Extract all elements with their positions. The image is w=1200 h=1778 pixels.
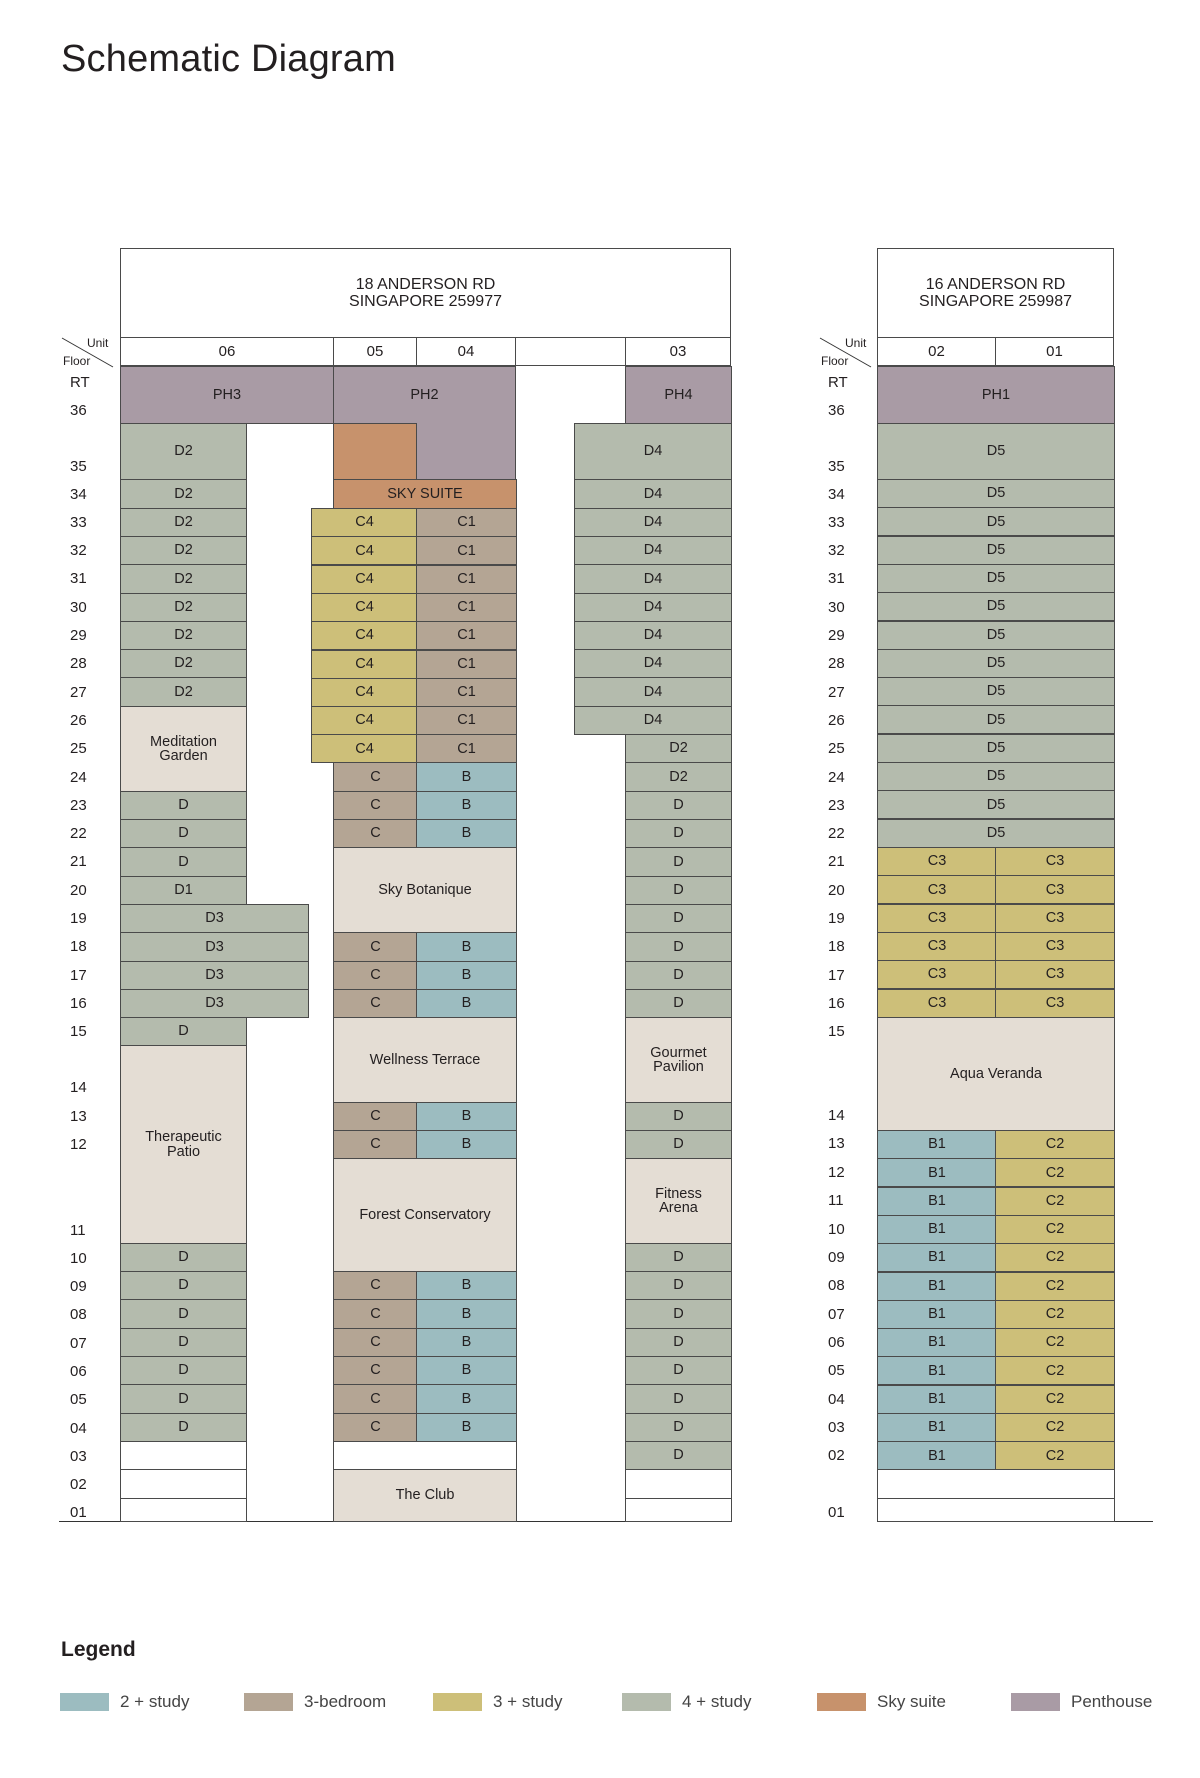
unit-block-03: D	[625, 819, 732, 848]
legend-swatch	[60, 1693, 109, 1711]
unit-block-d5: D5	[877, 705, 1115, 734]
floor-number: 19	[70, 910, 87, 927]
floor-number: 14	[828, 1107, 845, 1124]
legend-swatch	[244, 1693, 293, 1711]
unit-block-02: C3	[877, 960, 997, 989]
building-16-header	[877, 248, 1114, 338]
unit-block-01: C2	[995, 1158, 1115, 1187]
unit-block-05: C	[333, 1328, 418, 1357]
floor-label: Floor	[63, 354, 91, 368]
floor-number: 01	[70, 1504, 87, 1521]
floor-number: 27	[70, 684, 87, 701]
unit-block-06: D2	[120, 479, 247, 509]
unit-block-06: D	[120, 1328, 247, 1357]
unit-block-03: D	[625, 1441, 732, 1470]
unit-block-06: D2	[120, 564, 247, 594]
floor-number: 32	[828, 542, 845, 559]
unit-block-06: D2	[120, 677, 247, 707]
floor-number: RT	[828, 374, 848, 391]
floor-number: 26	[70, 712, 87, 729]
unit-block-d5: D5	[877, 592, 1115, 621]
legend-item	[433, 1692, 562, 1712]
unit-block-03: D	[625, 876, 732, 905]
unit-block-05: C	[333, 961, 418, 990]
unit-block-01: C3	[995, 932, 1115, 961]
unit-block-d5: D5	[877, 762, 1115, 791]
unit-block-01: C2	[995, 1243, 1115, 1272]
unit-header-04: 04	[416, 337, 516, 366]
floor-number: 20	[828, 882, 845, 899]
unit-block-06: D3	[120, 932, 309, 962]
building-18-header	[120, 248, 731, 338]
legend-swatch	[817, 1693, 866, 1711]
unit-block-03: D	[625, 791, 732, 820]
unit-block-01: C2	[995, 1300, 1115, 1329]
unit-block-03: D4	[574, 593, 732, 622]
legend-label: 4 + study	[682, 1692, 752, 1711]
floor-number: 07	[70, 1335, 87, 1352]
floor-number: 06	[70, 1363, 87, 1380]
unit-block-empty	[333, 1441, 517, 1470]
unit-block-03: D	[625, 847, 732, 877]
unit-block-01: C2	[995, 1328, 1115, 1357]
unit-block-06: Therapeutic Patio	[120, 1045, 247, 1244]
legend-item	[817, 1692, 946, 1712]
unit-block-05: C	[333, 1130, 418, 1159]
unit-block-03: D	[625, 1130, 732, 1159]
unit-block-03: D4	[574, 564, 732, 594]
unit-block-06: D3	[120, 904, 309, 933]
unit-block-02: B1	[877, 1356, 997, 1385]
unit-block-06: D3	[120, 989, 309, 1018]
legend-label: Penthouse	[1071, 1692, 1153, 1711]
unit-block-06: D	[120, 1356, 247, 1385]
floor-number: 13	[828, 1135, 845, 1152]
unit-block-03	[625, 1469, 732, 1499]
floor-number: 28	[828, 655, 845, 672]
floor-number: 10	[70, 1250, 87, 1267]
floor-number: 20	[70, 882, 87, 899]
unit-block-06: D	[120, 791, 247, 820]
unit-block-ph2-lower	[416, 423, 516, 480]
floor-label: Floor	[821, 354, 849, 368]
floor-number: 01	[828, 1504, 845, 1521]
unit-block-02: C3	[877, 932, 997, 961]
unit-block-03: Gourmet Pavilion	[625, 1017, 732, 1103]
unit-block-03: D4	[574, 677, 732, 707]
legend-item	[244, 1692, 386, 1712]
unit-label: Unit	[87, 336, 109, 350]
floor-number: 22	[828, 825, 845, 842]
floor-number: 09	[70, 1278, 87, 1295]
unit-block-02: B1	[877, 1413, 997, 1442]
unit-block-04: B	[416, 762, 517, 792]
unit-block-02: B1	[877, 1385, 997, 1414]
building-16-address-line1: 16 ANDERSON RD	[925, 276, 1066, 293]
unit-block-04: B	[416, 932, 517, 962]
unit-block-03: D	[625, 904, 732, 933]
unit-block-06: D	[120, 1271, 247, 1300]
floor-number: 05	[70, 1391, 87, 1408]
unit-block-06: PH3	[120, 366, 334, 424]
unit-block-04: C1	[416, 508, 517, 537]
legend-label: Sky suite	[877, 1692, 946, 1711]
unit-block-03: D	[625, 1271, 732, 1300]
floor-number: 08	[70, 1306, 87, 1323]
unit-label: Unit	[845, 336, 867, 350]
unit-block-06: D3	[120, 961, 309, 990]
floor-number: 21	[70, 853, 87, 870]
unit-block-05: C4	[311, 536, 418, 565]
floor-number: 26	[828, 712, 845, 729]
facility-aqua-veranda: Aqua Veranda	[877, 1017, 1115, 1131]
unit-block-06: D	[120, 1384, 247, 1414]
unit-block-05: C	[333, 762, 418, 792]
unit-block-01: C2	[995, 1215, 1115, 1244]
floor-number: 33	[70, 514, 87, 531]
unit-block-03: PH4	[625, 366, 732, 424]
unit-block-02: C3	[877, 875, 997, 904]
unit-block-01: C2	[995, 1413, 1115, 1442]
floor-number: 04	[828, 1391, 845, 1408]
unit-block-02: B1	[877, 1243, 997, 1272]
floor-number: 28	[70, 655, 87, 672]
unit-block-03: D4	[574, 536, 732, 565]
floor-number: 34	[828, 486, 845, 503]
unit-block-05: C	[333, 1299, 418, 1329]
unit-block-04: B	[416, 1130, 517, 1159]
unit-block-04: C1	[416, 678, 517, 707]
unit-block-05: C	[333, 1413, 418, 1442]
unit-block-d5: D5	[877, 423, 1115, 480]
unit-block-05: C4	[311, 565, 418, 594]
unit-block-02: B1	[877, 1441, 997, 1470]
floor-number: 34	[70, 486, 87, 503]
floor-number: 35	[828, 458, 845, 475]
unit-block-03: D4	[574, 479, 732, 509]
floor-number: RT	[70, 374, 90, 391]
unit-block-01: C2	[995, 1187, 1115, 1216]
unit-block-06: D2	[120, 649, 247, 678]
unit-block-06	[120, 1469, 247, 1499]
legend-item	[60, 1692, 189, 1712]
floor-number: 17	[70, 967, 87, 984]
legend-label: 3 + study	[493, 1692, 563, 1711]
unit-block-d5: D5	[877, 621, 1115, 650]
floor-number: 06	[828, 1334, 845, 1351]
floor-number: 29	[70, 627, 87, 644]
floor-number: 23	[70, 797, 87, 814]
unit-block-03: D	[625, 1384, 732, 1414]
facility-sky-botanique: Sky Botanique	[333, 847, 517, 933]
unit-block-06: Meditation Garden	[120, 706, 247, 792]
floor-number: 25	[828, 740, 845, 757]
unit-block-01: C3	[995, 847, 1115, 876]
floor-number: 12	[70, 1136, 87, 1153]
legend-label: 2 + study	[120, 1692, 190, 1711]
unit-block-03: Fitness Arena	[625, 1158, 732, 1244]
unit-block-03: D	[625, 961, 732, 990]
floor-number: 13	[70, 1108, 87, 1125]
unit-block-sky-suite: SKY SUITE	[333, 479, 517, 509]
unit-block-02: B1	[877, 1158, 997, 1187]
unit-block-04: C1	[416, 621, 517, 650]
unit-block-05: C	[333, 1102, 418, 1131]
floor-number: 15	[70, 1023, 87, 1040]
legend-label: 3-bedroom	[304, 1692, 387, 1711]
unit-block-06	[120, 1498, 247, 1522]
floor-number: 21	[828, 853, 845, 870]
unit-block-06	[120, 1441, 247, 1470]
unit-block-03: D	[625, 1356, 732, 1385]
floor-number: 09	[828, 1249, 845, 1266]
unit-block-01: C3	[995, 989, 1115, 1018]
unit-block-04: B	[416, 1356, 517, 1385]
legend-item	[622, 1692, 751, 1712]
floor-number: 19	[828, 910, 845, 927]
floor-number: 17	[828, 967, 845, 984]
unit-block-04: B	[416, 1384, 517, 1414]
unit-block-03: D	[625, 1299, 732, 1329]
floor-number: 24	[70, 769, 87, 786]
legend-swatch	[1011, 1693, 1060, 1711]
floor-number: 24	[828, 769, 845, 786]
unit-block-01: C3	[995, 904, 1115, 933]
unit-block-d5: D5	[877, 507, 1115, 536]
unit-block-02: C3	[877, 989, 997, 1018]
unit-block-03: D	[625, 1243, 732, 1272]
floor-number: 27	[828, 684, 845, 701]
floor-number: 18	[70, 938, 87, 955]
unit-block-06: D2	[120, 423, 247, 480]
unit-header-blank	[515, 337, 626, 366]
unit-block-03: D	[625, 1413, 732, 1442]
unit-block-06: D2	[120, 621, 247, 650]
unit-header-03: 03	[625, 337, 731, 366]
unit-header-02: 02	[877, 337, 996, 366]
unit-block-01: C2	[995, 1441, 1115, 1470]
facility-forest-conservatory: Forest Conservatory	[333, 1158, 517, 1272]
unit-block-05: C4	[311, 650, 418, 679]
floor-number: 10	[828, 1221, 845, 1238]
unit-block-04: C1	[416, 734, 517, 763]
floor-number: 02	[828, 1447, 845, 1464]
unit-block-d5: D5	[877, 819, 1115, 848]
unit-block-06: D1	[120, 876, 247, 905]
unit-block-01: C2	[995, 1385, 1115, 1414]
floor-number: 29	[828, 627, 845, 644]
floor-number: 14	[70, 1079, 87, 1096]
floor-number: 23	[828, 797, 845, 814]
unit-block-05: C4	[311, 593, 418, 622]
unit-block-06: D	[120, 1299, 247, 1329]
unit-block-06: D	[120, 1017, 247, 1046]
unit-block-04: C1	[416, 536, 517, 565]
unit-block-04: C1	[416, 706, 517, 735]
unit-block-empty	[877, 1498, 1115, 1522]
unit-block-02: B1	[877, 1187, 997, 1216]
unit-block-empty	[877, 1469, 1115, 1499]
unit-block-d5: D5	[877, 564, 1115, 593]
unit-block-05: C	[333, 819, 418, 848]
unit-block-02: B1	[877, 1272, 997, 1301]
floor-number: 36	[828, 402, 845, 419]
unit-block-03: D	[625, 989, 732, 1018]
unit-floor-corner-right	[818, 334, 874, 370]
floor-number: 15	[828, 1023, 845, 1040]
unit-block-03: D	[625, 1102, 732, 1131]
unit-block-05: C4	[311, 706, 418, 735]
floor-number: 31	[828, 570, 845, 587]
floor-number: 22	[70, 825, 87, 842]
unit-block-05: C	[333, 791, 418, 820]
unit-block-03: D2	[625, 734, 732, 763]
unit-block-04: B	[416, 1102, 517, 1131]
page-title: Schematic Diagram	[61, 38, 396, 80]
unit-block-d5: D5	[877, 677, 1115, 706]
floor-number: 16	[828, 995, 845, 1012]
unit-block-04: B	[416, 1271, 517, 1300]
unit-block-01: C2	[995, 1272, 1115, 1301]
floor-number: 11	[828, 1192, 844, 1209]
unit-block-06: D2	[120, 593, 247, 622]
unit-block-03: D4	[574, 423, 732, 480]
unit-block-06: D	[120, 1243, 247, 1272]
unit-block-05: C4	[311, 508, 418, 537]
floor-number: 32	[70, 542, 87, 559]
unit-block-05: C4	[311, 621, 418, 650]
unit-block-d5: D5	[877, 479, 1115, 508]
floor-number: 31	[70, 570, 87, 587]
unit-block-d5: D5	[877, 790, 1115, 819]
floor-number: 36	[70, 402, 87, 419]
unit-block-03	[625, 1498, 732, 1522]
unit-block-01: C2	[995, 1356, 1115, 1385]
floor-number: 04	[70, 1420, 87, 1437]
unit-block-05: C	[333, 1384, 418, 1414]
unit-block-02: B1	[877, 1300, 997, 1329]
unit-block-01: C3	[995, 875, 1115, 904]
unit-block-d5: D5	[877, 734, 1115, 763]
floor-number: 30	[70, 599, 87, 616]
unit-block-03: D4	[574, 621, 732, 650]
unit-block-04: B	[416, 1413, 517, 1442]
unit-block-04: C1	[416, 650, 517, 679]
floor-number: 11	[70, 1222, 86, 1239]
unit-block-02: C3	[877, 904, 997, 933]
building-18-address-line1: 18 ANDERSON RD	[355, 276, 496, 293]
unit-block-ph1: PH1	[877, 366, 1115, 424]
unit-block-04: B	[416, 819, 517, 848]
unit-block-04: C1	[416, 593, 517, 622]
legend-swatch	[622, 1693, 671, 1711]
unit-block-01: C2	[995, 1130, 1115, 1159]
unit-block-05: C4	[311, 678, 418, 707]
floor-number: 18	[828, 938, 845, 955]
unit-block-04: B	[416, 1328, 517, 1357]
unit-block-05: C	[333, 932, 418, 962]
unit-block-04: B	[416, 791, 517, 820]
unit-block-03: D4	[574, 508, 732, 537]
unit-block-02: B1	[877, 1130, 997, 1159]
unit-block-d5: D5	[877, 649, 1115, 678]
unit-block-03: D	[625, 1328, 732, 1357]
legend-swatch	[433, 1693, 482, 1711]
floor-number: 30	[828, 599, 845, 616]
unit-block-03: D4	[574, 649, 732, 678]
unit-floor-corner-left	[60, 334, 116, 370]
floor-number: 33	[828, 514, 845, 531]
unit-header-01: 01	[995, 337, 1114, 366]
unit-header-05: 05	[333, 337, 417, 366]
floor-number: 05	[828, 1362, 845, 1379]
unit-block-05: C4	[311, 734, 418, 763]
facility-wellness-terrace: Wellness Terrace	[333, 1017, 517, 1103]
unit-block-03: D	[625, 932, 732, 962]
unit-block-06: D	[120, 819, 247, 848]
floor-number: 35	[70, 458, 87, 475]
unit-block-04: B	[416, 961, 517, 990]
unit-block-01: C3	[995, 960, 1115, 989]
unit-block-04: C1	[416, 565, 517, 594]
floor-number: 03	[70, 1448, 87, 1465]
unit-block-sky-suite-upper	[333, 423, 417, 480]
unit-block-04: B	[416, 989, 517, 1018]
unit-header-06: 06	[120, 337, 334, 366]
floor-number: 12	[828, 1164, 845, 1181]
legend-title: Legend	[61, 1638, 136, 1661]
building-16-address-line2: SINGAPORE 259987	[919, 293, 1072, 310]
unit-block-02: B1	[877, 1328, 997, 1357]
unit-block-05: C	[333, 1271, 418, 1300]
floor-number: 16	[70, 995, 87, 1012]
floor-number: 03	[828, 1419, 845, 1436]
floor-number: 07	[828, 1306, 845, 1323]
floor-number: 02	[70, 1476, 87, 1493]
unit-block-05: C	[333, 1356, 418, 1385]
unit-block-d5: D5	[877, 536, 1115, 565]
unit-block-ph2: PH2	[333, 366, 516, 424]
unit-block-04: B	[416, 1299, 517, 1329]
floor-number: 25	[70, 740, 87, 757]
unit-block-06: D	[120, 847, 247, 877]
unit-block-02: C3	[877, 847, 997, 876]
unit-block-03: D2	[625, 762, 732, 792]
unit-block-02: B1	[877, 1215, 997, 1244]
unit-block-06: D2	[120, 508, 247, 537]
unit-block-03: D4	[574, 706, 732, 735]
unit-block-05: C	[333, 989, 418, 1018]
legend-item	[1011, 1692, 1152, 1712]
unit-block-06: D	[120, 1413, 247, 1442]
building-18-address-line2: SINGAPORE 259977	[349, 293, 502, 310]
facility-the-club: The Club	[333, 1469, 517, 1522]
unit-block-06: D2	[120, 536, 247, 565]
floor-number: 08	[828, 1277, 845, 1294]
